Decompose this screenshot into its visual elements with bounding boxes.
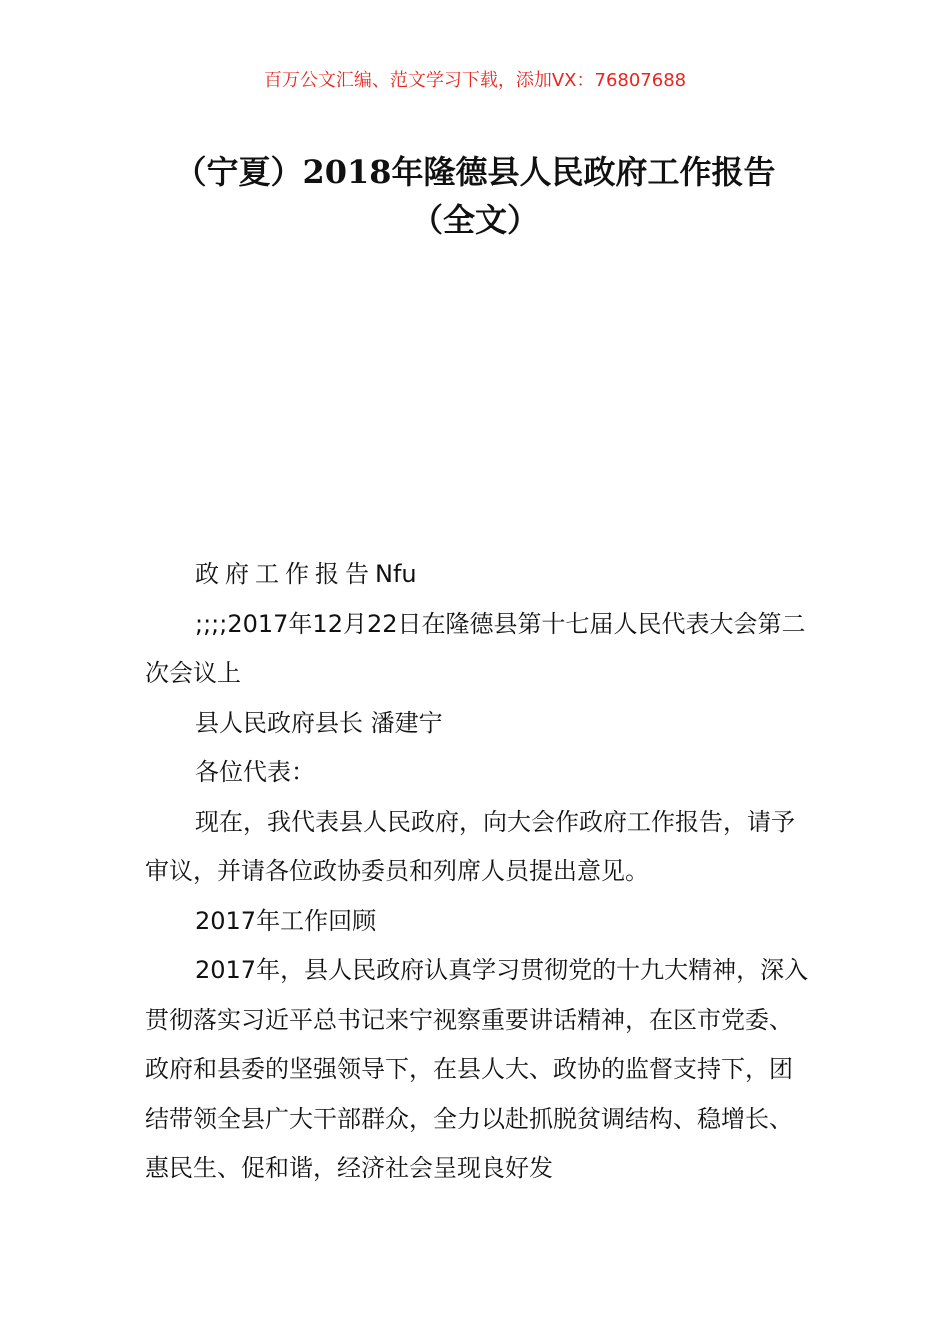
report-heading	[145, 550, 815, 600]
report-heading-suffix: Nfu	[375, 560, 417, 588]
review-paragraph: 2017年，县人民政府认真学习贯彻党的十九大精神，深入贯彻落实习近平总书记来宁视察重要讲话精神，在区市党委、政府和县委的坚强领导下，在县人大、政协的监督支持下，团结带领全县广大干部群众，全力以赴抓脱贫调结构、稳增长、惠民生、促和谐，经济社会呈现良好发	[145, 956, 809, 1182]
title-line-2: （全文）	[410, 201, 539, 239]
document-title	[100, 148, 850, 244]
promo-header: 百万公文汇编、范文学习下载，添加VX：76807688	[263, 70, 687, 91]
document-body	[145, 550, 815, 1194]
intro-paragraph: 现在，我代表县人民政府，向大会作政府工作报告，请予审议，并请各位政协委员和列席人员提出意见。	[145, 807, 795, 885]
salutation: 各位代表：	[195, 758, 315, 786]
meeting-line: ;;;;2017年12月22日在隆德县第十七届人民代表大会第二次会议上	[145, 609, 806, 687]
section-heading: 2017年工作回顾	[195, 906, 377, 935]
report-heading-text: 政府工作报告	[195, 560, 375, 588]
title-line-1: （宁夏）2018年隆德县人民政府工作报告	[174, 153, 776, 191]
speaker-line: 县人民政府县长 潘建宁	[195, 708, 443, 737]
